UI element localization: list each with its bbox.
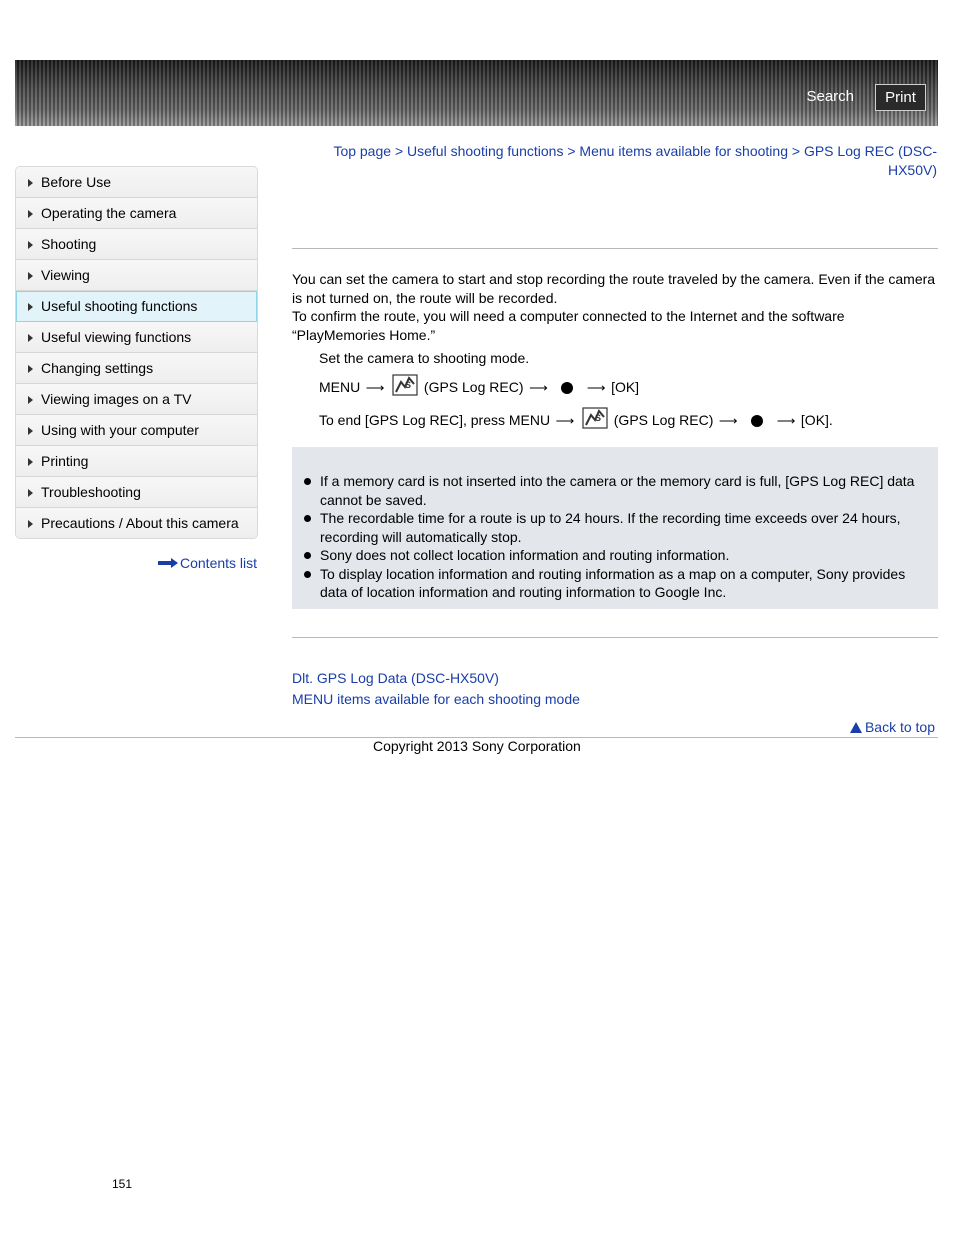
triangle-right-icon — [28, 520, 33, 528]
contents-list-link[interactable] — [158, 555, 258, 571]
arrow-right-icon — [158, 558, 178, 568]
triangle-right-icon — [28, 303, 33, 311]
sidebar-item-label: Printing — [41, 453, 89, 469]
sidebar-item-useful-viewing-functions[interactable] — [16, 322, 257, 353]
triangle-right-icon — [28, 210, 33, 218]
arrow-right-icon: ⟶ — [555, 413, 575, 428]
triangle-right-icon — [28, 272, 33, 280]
triangle-right-icon — [28, 365, 33, 373]
bullet-icon — [304, 478, 311, 485]
sidebar-item-changing-settings[interactable] — [16, 353, 257, 384]
note-text: The recordable time for a route is up to 24 hours. If the recording time exceeds over 24 hours, recording will automatically stop. — [320, 510, 901, 545]
bullet-icon — [304, 571, 311, 578]
note-text: If a memory card is not inserted into the camera or the memory card is full, [GPS Log REC] data cannot be saved. — [320, 473, 915, 508]
sidebar-item-label: Useful shooting functions — [41, 298, 198, 314]
sidebar-item-shooting[interactable] — [16, 229, 257, 260]
print-button[interactable]: Print — [875, 84, 926, 111]
notes-list — [292, 472, 938, 602]
triangle-right-icon — [28, 427, 33, 435]
breadcrumb-current-page[interactable]: GPS Log REC (DSC-HX50V) — [803, 143, 937, 178]
header-bar — [15, 60, 938, 126]
sidebar-item-troubleshooting[interactable] — [16, 477, 257, 508]
sidebar-item-operating-the-camera[interactable] — [16, 198, 257, 229]
sidebar-item-useful-shooting-functions[interactable] — [16, 291, 257, 322]
gps-log-icon — [582, 407, 608, 429]
divider — [292, 248, 938, 249]
sidebar-item-label: Useful viewing functions — [41, 329, 192, 345]
note-item — [292, 565, 938, 602]
notes-box — [292, 447, 938, 609]
copyright: Copyright 2013 Sony Corporation — [373, 738, 581, 754]
sidebar-item-label: Troubleshooting — [41, 484, 141, 500]
svg-text:S: S — [594, 413, 601, 423]
sidebar-item-label: Shooting — [41, 236, 97, 252]
sidebar-item-label: Changing settings — [41, 360, 154, 376]
triangle-right-icon — [28, 179, 33, 187]
note-item — [292, 472, 938, 509]
end-instruction: To end [GPS Log REC], press MENU — [319, 412, 551, 428]
breadcrumb-top-page[interactable]: Top page — [333, 143, 392, 159]
sidebar-item-viewing-images-on-tv[interactable] — [16, 384, 257, 415]
gps-log-icon — [392, 374, 418, 396]
sidebar-item-label: Operating the camera — [41, 205, 177, 221]
note-text: To display location information and routing information as a map on a computer, Sony provides data of location information and routing information to Google Inc. — [320, 565, 906, 600]
related-link-dlt-gps-log-data[interactable]: Dlt. GPS Log Data (DSC-HX50V) — [292, 670, 499, 686]
note-item — [292, 509, 938, 546]
back-to-top-label: Back to top — [864, 719, 935, 735]
triangle-up-icon — [850, 722, 862, 733]
gps-log-rec-label: (GPS Log REC) — [613, 412, 714, 428]
breadcrumb-separator: > — [567, 143, 576, 159]
breadcrumb-menu-items[interactable]: Menu items available for shooting — [579, 143, 788, 159]
sidebar-nav — [15, 166, 258, 539]
divider — [292, 637, 938, 638]
off-dot-icon — [751, 415, 763, 427]
breadcrumb-useful-shooting-functions[interactable]: Useful shooting functions — [407, 143, 564, 159]
ok-label: [OK]. — [800, 412, 833, 428]
triangle-right-icon — [28, 396, 33, 404]
back-to-top-link[interactable] — [850, 719, 935, 735]
sidebar-item-label: Viewing — [41, 267, 90, 283]
sidebar-item-viewing[interactable] — [16, 260, 257, 291]
arrow-right-icon: ⟶ — [586, 380, 606, 395]
intro-line-2: To confirm the route, you will need a computer connected to the Internet and the software “PlayMemories Home.” — [292, 308, 845, 343]
sidebar-item-precautions[interactable] — [16, 508, 257, 538]
breadcrumb — [300, 142, 937, 180]
gps-log-rec-label: (GPS Log REC) — [423, 379, 524, 395]
contents-list-label: Contents list — [180, 555, 258, 571]
arrow-right-icon: ⟶ — [718, 413, 738, 428]
svg-text:S: S — [405, 380, 412, 390]
sidebar-item-label: Precautions / About this camera — [41, 515, 239, 531]
triangle-right-icon — [28, 241, 33, 249]
arrow-right-icon: ⟶ — [365, 380, 385, 395]
triangle-right-icon — [28, 489, 33, 497]
bullet-icon — [304, 515, 311, 522]
arrow-right-icon: ⟶ — [529, 380, 548, 395]
sidebar-item-before-use[interactable] — [16, 167, 257, 198]
step-2 — [319, 374, 639, 396]
intro-line-1: You can set the camera to start and stop recording the route traveled by the camera. Even if the camera is not turned on, the route will be recorded. — [292, 271, 936, 306]
sidebar-item-label: Before Use — [41, 174, 112, 190]
related-link-menu-items[interactable]: MENU items available for each shooting mode — [292, 691, 580, 707]
sidebar-item-using-with-computer[interactable] — [16, 415, 257, 446]
bullet-icon — [304, 552, 311, 559]
on-dot-icon — [561, 382, 573, 394]
step-1: Set the camera to shooting mode. — [319, 350, 530, 366]
step-3 — [319, 407, 833, 429]
note-item — [292, 546, 938, 565]
breadcrumb-separator: > — [791, 143, 801, 159]
sidebar-item-label: Using with your computer — [41, 422, 199, 438]
page-number: 151 — [112, 1177, 133, 1191]
triangle-right-icon — [28, 334, 33, 342]
triangle-right-icon — [28, 458, 33, 466]
ok-label: [OK] — [611, 379, 640, 395]
sidebar-item-label: Viewing images on a TV — [41, 391, 192, 407]
related-links — [292, 668, 580, 710]
menu-label: MENU — [319, 379, 361, 395]
search-button[interactable]: Search — [806, 88, 854, 105]
intro-text — [292, 270, 938, 344]
sidebar-item-printing[interactable] — [16, 446, 257, 477]
arrow-right-icon: ⟶ — [776, 413, 796, 428]
breadcrumb-separator: > — [394, 143, 404, 159]
note-text: Sony does not collect location information and routing information. — [320, 547, 730, 563]
